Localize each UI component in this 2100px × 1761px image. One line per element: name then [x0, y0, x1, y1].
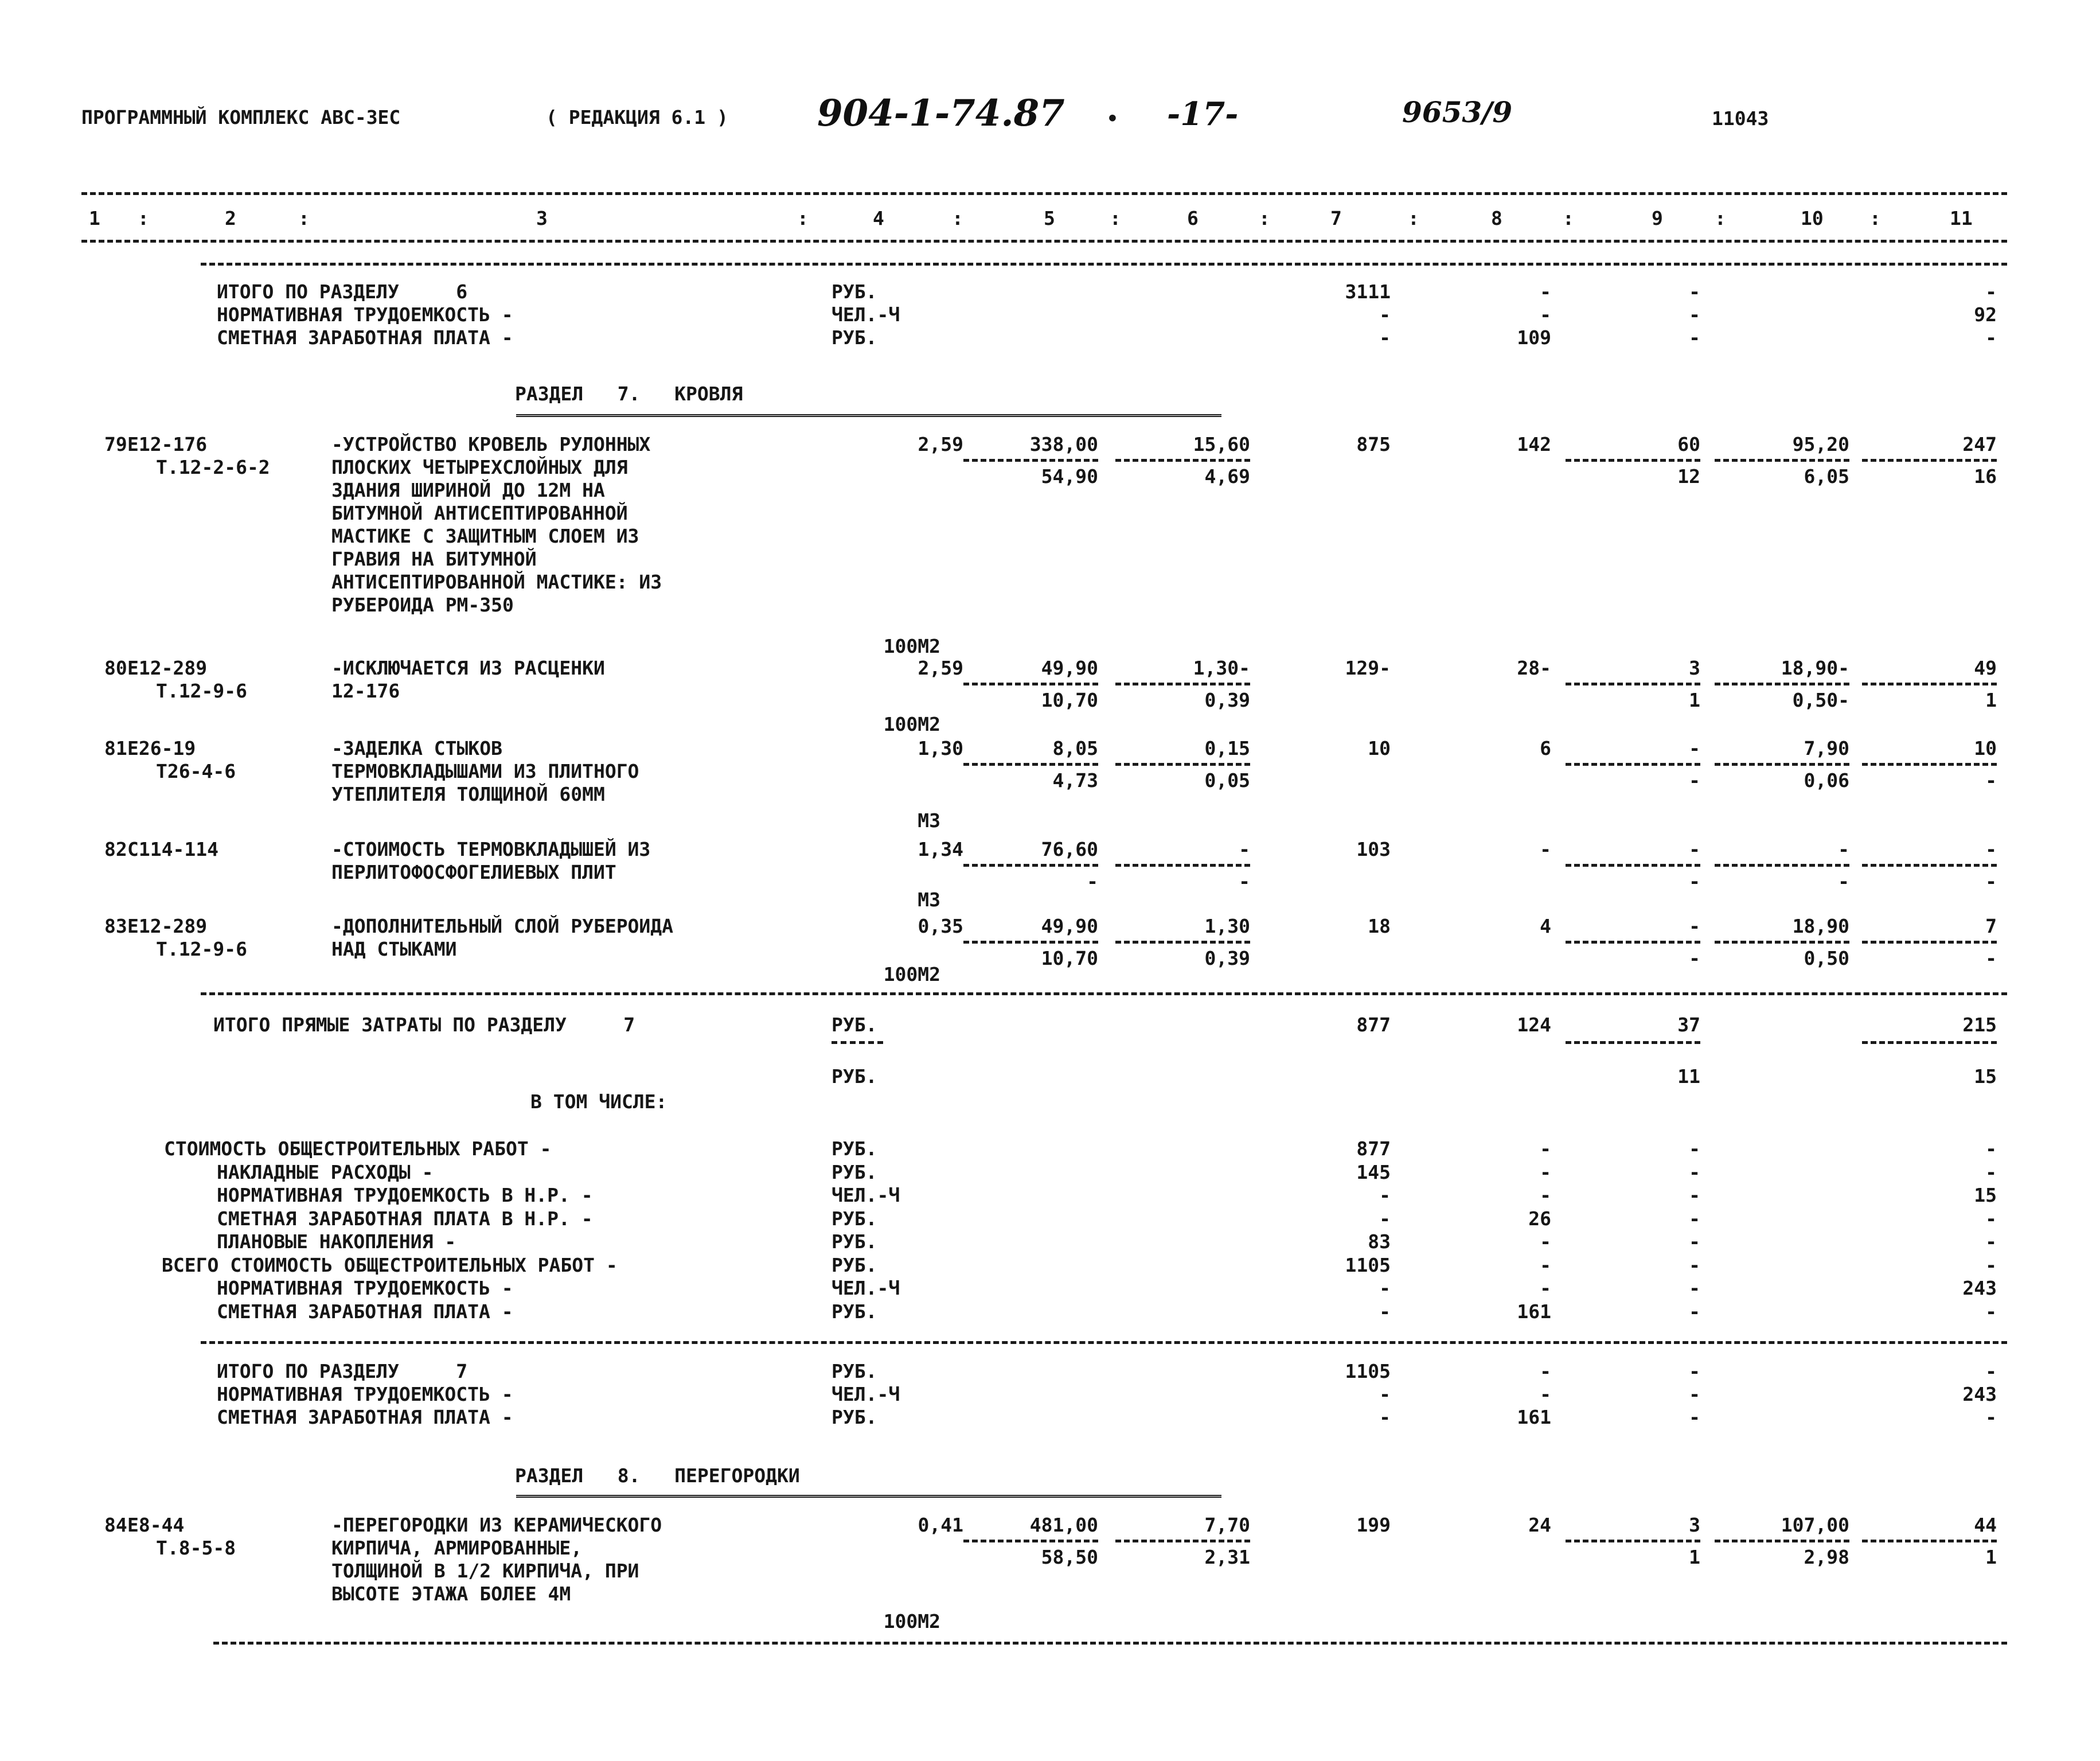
work-description-line: НАД СТЫКАМИ [331, 938, 457, 960]
total-machines: 3 [1689, 1514, 1700, 1536]
unit-cost-wages: 58,50 [1041, 1546, 1098, 1568]
labor-total-machines: 1 [1985, 1546, 1997, 1568]
item-subrule [1115, 683, 1250, 685]
item-subrule [1115, 864, 1250, 867]
total-col9: - [1689, 280, 1700, 303]
unit-label: РУБ. [832, 1207, 877, 1230]
column-number-1: 1 [89, 207, 100, 229]
work-description-line: КИРПИЧА, АРМИРОВАННЫЕ, [331, 1537, 583, 1559]
item-subrule [1715, 864, 1849, 867]
measurement-unit: 100М2 [883, 963, 940, 985]
section-7-total-label: НОРМАТИВНАЯ ТРУДОЕМКОСТЬ - [217, 1383, 513, 1405]
breakdown-col8: - [1540, 1254, 1551, 1276]
labor-per-unit: - [1838, 838, 1849, 860]
unit-label: РУБ. [832, 280, 877, 303]
section-6-top-rule [201, 263, 2007, 266]
unit-label: РУБ. [832, 1161, 877, 1183]
item-number: 84 [104, 1514, 127, 1536]
breakdown-label: НОРМАТИВНАЯ ТРУДОЕМКОСТЬ - [217, 1277, 513, 1299]
item-subrule [1115, 459, 1250, 462]
unit-label: РУБ. [832, 326, 877, 349]
rate-code: Е26-19 [127, 737, 196, 759]
labor-total: 7 [1985, 915, 1997, 937]
handwritten-page-number: -17- [1167, 95, 1239, 133]
total-col11: - [1985, 1360, 1997, 1382]
work-description-line: МАСТИКЕ С ЗАЩИТНЫМ СЛОЕМ ИЗ [331, 525, 639, 547]
work-description-line: ТОЛЩИНОЙ В 1/2 КИРПИЧА, ПРИ [331, 1560, 639, 1582]
breakdown-col7: - [1379, 1300, 1391, 1323]
labor-per-unit-machines: 0,06 [1804, 769, 1849, 792]
breakdown-col7: 83 [1368, 1230, 1391, 1253]
breakdown-col7: - [1379, 1207, 1391, 1230]
item-subrule [1862, 864, 1997, 867]
rate-code: Е8-44 [127, 1514, 185, 1536]
unit-cost-wages: - [1087, 870, 1098, 893]
work-description-line: ВЫСОТЕ ЭТАЖА БОЛЕЕ 4М [331, 1583, 571, 1605]
unit-label: РУБ. [832, 1300, 877, 1323]
total-col7: 3111 [1345, 280, 1391, 303]
total-cost: 103 [1356, 838, 1391, 860]
labor-per-unit: 107,00 [1781, 1514, 1849, 1536]
labor-total-machines: - [1985, 947, 1997, 969]
breakdown-col8: 26 [1528, 1207, 1551, 1230]
labor-total-machines: 16 [1974, 465, 1997, 488]
measurement-unit: 100М2 [883, 635, 940, 657]
breakdown-col7: - [1379, 1277, 1391, 1299]
breakdown-col7: 145 [1356, 1161, 1391, 1183]
breakdown-label: НАКЛАДНЫЕ РАСХОДЫ - [217, 1161, 434, 1183]
section-7-title-underline [516, 414, 1221, 419]
total-cost: 10 [1368, 737, 1391, 759]
rate-table-ref: Т.8-5-8 [156, 1537, 236, 1559]
unit-cost-machines-wages: 0,05 [1204, 769, 1250, 792]
breakdown-col8: - [1540, 1137, 1551, 1160]
unit-cost-machines-wages: 4,69 [1204, 465, 1250, 488]
rate-code: Е12-289 [127, 657, 208, 679]
total-col11: - [1985, 280, 1997, 303]
breakdown-col8: - [1540, 1161, 1551, 1183]
work-description-line: -ЗАДЕЛКА СТЫКОВ [331, 737, 503, 759]
rate-table-ref: Т.12-2-6-2 [156, 456, 270, 478]
total-col8: - [1540, 1360, 1551, 1382]
section-6-total-label: ИТОГО ПО РАЗДЕЛУ 6 [217, 280, 468, 303]
work-description-line: ЗДАНИЯ ШИРИНОЙ ДО 12М НА [331, 479, 605, 501]
item-subrule [963, 1540, 1098, 1542]
unit-label: РУБ. [832, 1254, 877, 1276]
total-machines: 3 [1689, 657, 1700, 679]
total-cost: 129- [1345, 657, 1391, 679]
labor-per-unit: 18,90- [1781, 657, 1849, 679]
labor-per-unit-machines: 2,98 [1804, 1546, 1849, 1568]
labor-per-unit-machines: - [1838, 870, 1849, 893]
breakdown-col11: 243 [1962, 1277, 1997, 1299]
total-wages: 6 [1540, 737, 1551, 759]
section-8-title: РАЗДЕЛ 8. ПЕРЕГОРОДКИ [515, 1464, 800, 1487]
labor-per-unit: 18,90 [1792, 915, 1849, 937]
total-col9: - [1689, 1360, 1700, 1382]
item-subrule [1862, 683, 1997, 685]
total-machines: - [1689, 915, 1700, 937]
measurement-unit: 100М2 [883, 713, 940, 735]
work-description-line: АНТИСЕПТИРОВАННОЙ МАСТИКЕ: ИЗ [331, 571, 662, 593]
breakdown-col9: - [1689, 1254, 1700, 1276]
unit-label: РУБ. [832, 1137, 877, 1160]
breakdown-col9: - [1689, 1230, 1700, 1253]
total-machines: 60 [1677, 433, 1700, 455]
unit-cost-total: 76,60 [1041, 838, 1098, 860]
unit-label: ЧЕЛ.-Ч [832, 1277, 900, 1299]
unit-cost-wages: 54,90 [1041, 465, 1098, 488]
section-6-total-label: НОРМАТИВНАЯ ТРУДОЕМКОСТЬ - [217, 303, 513, 326]
item-subrule [963, 864, 1098, 867]
item-quantity: 1,34 [918, 838, 963, 860]
breakdown-col9: - [1689, 1207, 1700, 1230]
rate-table-ref: Т.12-9-6 [156, 938, 247, 960]
breakdown-label: СМЕТНАЯ ЗАРАБОТНАЯ ПЛАТА В Н.Р. - [217, 1207, 593, 1230]
section-7-total-label: ИТОГО ПО РАЗДЕЛУ 7 [217, 1360, 468, 1382]
total-machines-wages: - [1689, 947, 1700, 969]
unit-label: ЧЕЛ.-Ч [832, 1383, 900, 1405]
section-7-total-label: СМЕТНАЯ ЗАРАБОТНАЯ ПЛАТА - [217, 1406, 513, 1428]
labor-total: 44 [1974, 1514, 1997, 1536]
item-subrule [1862, 763, 1997, 766]
total-col7: - [1379, 1406, 1391, 1428]
item-number: 79 [104, 433, 127, 455]
total-col9: - [1689, 1406, 1700, 1428]
unit-cost-wages: 10,70 [1041, 947, 1098, 969]
work-description-line: -СТОИМОСТЬ ТЕРМОВКЛАДЫШЕЙ ИЗ [331, 838, 651, 860]
total-col8: - [1540, 1383, 1551, 1405]
total-col11: - [1985, 326, 1997, 349]
breakdown-col7: - [1379, 1184, 1391, 1206]
item-quantity: 0,41 [918, 1514, 963, 1536]
breakdown-col8: - [1540, 1184, 1551, 1206]
column-separator: : [298, 207, 310, 229]
unit-cost-total: 481,00 [1029, 1514, 1098, 1536]
unit-cost-wages: 4,73 [1052, 769, 1098, 792]
direct-col8: 124 [1517, 1014, 1551, 1036]
work-description-line: -ИСКЛЮЧАЕТСЯ ИЗ РАСЦЕНКИ [331, 657, 605, 679]
rate-code: Е12-176 [127, 433, 208, 455]
breakdown-col8: 161 [1517, 1300, 1551, 1323]
direct-subrule [1566, 1041, 1700, 1044]
program-name: ПРОГРАММНЫЙ КОМПЛЕКС АВС-3ЕС [81, 106, 401, 128]
item-subrule [1566, 763, 1700, 766]
unit-label: РУБ. [832, 1230, 877, 1253]
labor-per-unit: 7,90 [1804, 737, 1849, 759]
labor-per-unit: 95,20 [1792, 433, 1849, 455]
rate-code: Е12-289 [127, 915, 208, 937]
direct-col7: 877 [1356, 1014, 1391, 1036]
item-quantity: 2,59 [918, 433, 963, 455]
item-subrule [1566, 941, 1700, 944]
section-7-totals-rule [201, 1341, 2007, 1344]
item-quantity: 0,35 [918, 915, 963, 937]
total-col7: - [1379, 1383, 1391, 1405]
labor-per-unit-machines: 0,50 [1804, 947, 1849, 969]
unit-cost-total: 8,05 [1052, 737, 1098, 759]
total-machines-wages: - [1689, 769, 1700, 792]
unit-cost-machines-wages: - [1239, 870, 1250, 893]
item-subrule [1115, 941, 1250, 944]
work-description-line: -ПЕРЕГОРОДКИ ИЗ КЕРАМИЧЕСКОГО [331, 1514, 662, 1536]
total-col9: - [1689, 326, 1700, 349]
item-subrule [1115, 1540, 1250, 1542]
work-description-line: ПЕРЛИТОФОСФОГЕЛИЕВЫХ ПЛИТ [331, 861, 616, 883]
unit-subrule [832, 1041, 883, 1044]
breakdown-col7: 1105 [1345, 1254, 1391, 1276]
column-number-10: 10 [1801, 207, 1824, 229]
work-description-line: ПЛОСКИХ ЧЕТЫРЕХСЛОЙНЫХ ДЛЯ [331, 456, 628, 478]
column-number-7: 7 [1330, 207, 1342, 229]
column-separator: : [1869, 207, 1881, 229]
column-number-6: 6 [1187, 207, 1199, 229]
edition-label: ( РЕДАКЦИЯ 6.1 ) [546, 106, 728, 128]
unit-cost-machines-wages: 0,39 [1204, 947, 1250, 969]
total-col8: 109 [1517, 326, 1551, 349]
breakdown-col7: 877 [1356, 1137, 1391, 1160]
unit-cost-machines: 0,15 [1204, 737, 1250, 759]
measurement-unit: М3 [918, 809, 940, 832]
measurement-unit: М3 [918, 889, 940, 911]
column-separator: : [797, 207, 809, 229]
table-bottom-rule [213, 1642, 2007, 1645]
unit-cost-machines: 7,70 [1204, 1514, 1250, 1536]
total-col8: - [1540, 280, 1551, 303]
total-wages: 4 [1540, 915, 1551, 937]
section-8-title-underline [516, 1495, 1221, 1500]
breakdown-label: ПЛАНОВЫЕ НАКОПЛЕНИЯ - [217, 1230, 456, 1253]
handwritten-sheet-ref: 9653/9 [1402, 95, 1513, 129]
item-subrule [1115, 763, 1250, 766]
direct-subrule [1862, 1041, 1997, 1044]
labor-total-machines: - [1985, 769, 1997, 792]
document-code: 11043 [1712, 107, 1769, 130]
direct-col11: 215 [1962, 1014, 1997, 1036]
work-description-line: УТЕПЛИТЕЛЯ ТОЛЩИНОЙ 60ММ [331, 783, 605, 805]
unit-cost-machines: 15,60 [1193, 433, 1250, 455]
item-subrule [1566, 864, 1700, 867]
unit-label: РУБ. [832, 1065, 877, 1088]
direct-costs-top-rule [201, 992, 2007, 995]
labor-total-machines: - [1985, 870, 1997, 893]
total-machines: - [1689, 838, 1700, 860]
work-description-line: -ДОПОЛНИТЕЛЬНЫЙ СЛОЙ РУБЕРОИДА [331, 915, 674, 937]
breakdown-col9: - [1689, 1137, 1700, 1160]
including-label: В ТОМ ЧИСЛЕ: [530, 1090, 668, 1113]
column-number-9: 9 [1652, 207, 1663, 229]
labor-total: - [1985, 838, 1997, 860]
breakdown-col9: - [1689, 1300, 1700, 1323]
total-machines-wages: 1 [1689, 689, 1700, 711]
total-wages: - [1540, 838, 1551, 860]
unit-cost-machines-wages: 2,31 [1204, 1546, 1250, 1568]
labor-total: 10 [1974, 737, 1997, 759]
table-top-rule [81, 192, 2007, 195]
total-cost: 18 [1368, 915, 1391, 937]
column-number-5: 5 [1044, 207, 1055, 229]
breakdown-col11: - [1985, 1230, 1997, 1253]
item-number: 81 [104, 737, 127, 759]
unit-cost-wages: 10,70 [1041, 689, 1098, 711]
section-6-total-label: СМЕТНАЯ ЗАРАБОТНАЯ ПЛАТА - [217, 326, 513, 349]
column-number-2: 2 [225, 207, 236, 229]
column-number-4: 4 [873, 207, 884, 229]
unit-label: РУБ. [832, 1360, 877, 1382]
header-marker: • [1107, 107, 1118, 130]
work-description-line: -УСТРОЙСТВО КРОВЕЛЬ РУЛОННЫХ [331, 433, 651, 455]
item-subrule [1862, 941, 1997, 944]
column-header-rule [81, 240, 2007, 243]
work-description-line: ГРАВИЯ НА БИТУМНОЙ [331, 548, 537, 570]
item-subrule [1566, 459, 1700, 462]
unit-cost-machines: 1,30 [1204, 915, 1250, 937]
item-quantity: 2,59 [918, 657, 963, 679]
total-col9: - [1689, 1383, 1700, 1405]
measurement-unit: 100М2 [883, 1610, 940, 1633]
column-number-3: 3 [536, 207, 548, 229]
breakdown-col11: - [1985, 1137, 1997, 1160]
total-col8: 161 [1517, 1406, 1551, 1428]
unit-cost-total: 49,90 [1041, 657, 1098, 679]
breakdown-col11: - [1985, 1254, 1997, 1276]
item-subrule [1566, 683, 1700, 685]
total-machines-wages: 12 [1677, 465, 1700, 488]
unit-label: ЧЕЛ.-Ч [832, 303, 900, 326]
total-wages: 24 [1528, 1514, 1551, 1536]
total-cost: 199 [1356, 1514, 1391, 1536]
labor-per-unit-machines: 6,05 [1804, 465, 1849, 488]
direct-costs-label: ИТОГО ПРЯМЫЕ ЗАТРАТЫ ПО РАЗДЕЛУ 7 [213, 1014, 635, 1036]
item-quantity: 1,30 [918, 737, 963, 759]
column-separator: : [138, 207, 149, 229]
breakdown-col11: - [1985, 1161, 1997, 1183]
breakdown-col9: - [1689, 1161, 1700, 1183]
column-separator: : [1259, 207, 1270, 229]
total-wages: 28- [1517, 657, 1551, 679]
item-subrule [963, 683, 1098, 685]
item-subrule [1715, 683, 1849, 685]
column-separator: : [1715, 207, 1726, 229]
total-cost: 875 [1356, 433, 1391, 455]
unit-cost-machines: 1,30- [1193, 657, 1250, 679]
column-separator: : [1408, 207, 1419, 229]
work-description-line: ТЕРМОВКЛАДЫШАМИ ИЗ ПЛИТНОГО [331, 760, 639, 782]
unit-cost-total: 338,00 [1029, 433, 1098, 455]
column-number-11: 11 [1950, 207, 1973, 229]
item-subrule [963, 459, 1098, 462]
column-separator: : [1110, 207, 1121, 229]
unit-cost-machines-wages: 0,39 [1204, 689, 1250, 711]
work-description-line: БИТУМНОЙ АНТИСЕПТИРОВАННОЙ [331, 502, 628, 524]
breakdown-label: НОРМАТИВНАЯ ТРУДОЕМКОСТЬ В Н.Р. - [217, 1184, 593, 1206]
item-subrule [963, 941, 1098, 944]
total-machines: - [1689, 737, 1700, 759]
item-subrule [1715, 763, 1849, 766]
rate-table-ref: Т.12-9-6 [156, 680, 247, 702]
unit-cost-total: 49,90 [1041, 915, 1098, 937]
item-subrule [1566, 1540, 1700, 1542]
direct-col9: 37 [1677, 1014, 1700, 1036]
labor-per-unit-machines: 0,50- [1792, 689, 1849, 711]
unit-label: РУБ. [832, 1406, 877, 1428]
direct-col9-wages: 11 [1677, 1065, 1700, 1088]
handwritten-project-number: 904-1-74.87 [817, 92, 1065, 135]
item-subrule [1862, 1540, 1997, 1542]
breakdown-col11: - [1985, 1207, 1997, 1230]
rate-code: С114-114 [127, 838, 218, 860]
item-number: 83 [104, 915, 127, 937]
labor-total-machines: 1 [1985, 689, 1997, 711]
breakdown-col8: - [1540, 1230, 1551, 1253]
total-machines-wages: 1 [1689, 1546, 1700, 1568]
breakdown-col9: - [1689, 1277, 1700, 1299]
labor-total: 49 [1974, 657, 1997, 679]
unit-cost-machines: - [1239, 838, 1250, 860]
breakdown-label: СТОИМОСТЬ ОБЩЕСТРОИТЕЛЬНЫХ РАБОТ - [164, 1137, 552, 1160]
total-col8: - [1540, 303, 1551, 326]
item-subrule [1862, 459, 1997, 462]
column-separator: : [1563, 207, 1574, 229]
breakdown-col11: 15 [1974, 1184, 1997, 1206]
item-number: 82 [104, 838, 127, 860]
section-7-title: РАЗДЕЛ 7. КРОВЛЯ [515, 383, 743, 405]
breakdown-label: ВСЕГО СТОИМОСТЬ ОБЩЕСТРОИТЕЛЬНЫХ РАБОТ - [162, 1254, 618, 1276]
item-subrule [963, 763, 1098, 766]
breakdown-col11: - [1985, 1300, 1997, 1323]
column-separator: : [952, 207, 963, 229]
direct-col11-machines: 15 [1974, 1065, 1997, 1088]
total-col11: - [1985, 1406, 1997, 1428]
breakdown-col9: - [1689, 1184, 1700, 1206]
total-col9: - [1689, 303, 1700, 326]
item-number: 80 [104, 657, 127, 679]
total-col11: 243 [1962, 1383, 1997, 1405]
unit-label: ЧЕЛ.-Ч [832, 1184, 900, 1206]
breakdown-label: СМЕТНАЯ ЗАРАБОТНАЯ ПЛАТА - [217, 1300, 513, 1323]
item-subrule [1715, 1540, 1849, 1542]
total-wages: 142 [1517, 433, 1551, 455]
rate-table-ref: Т26-4-6 [156, 760, 236, 782]
item-subrule [1715, 459, 1849, 462]
total-machines-wages: - [1689, 870, 1700, 893]
total-col11: 92 [1974, 303, 1997, 326]
total-col7: 1105 [1345, 1360, 1391, 1382]
work-description-line: РУБЕРОИДА РМ-350 [331, 594, 514, 616]
item-subrule [1715, 941, 1849, 944]
total-col7: - [1379, 326, 1391, 349]
work-description-line: 12-176 [331, 680, 400, 702]
unit-label: РУБ. [832, 1014, 877, 1036]
breakdown-col8: - [1540, 1277, 1551, 1299]
total-col7: - [1379, 303, 1391, 326]
labor-total: 247 [1962, 433, 1997, 455]
column-number-8: 8 [1491, 207, 1502, 229]
